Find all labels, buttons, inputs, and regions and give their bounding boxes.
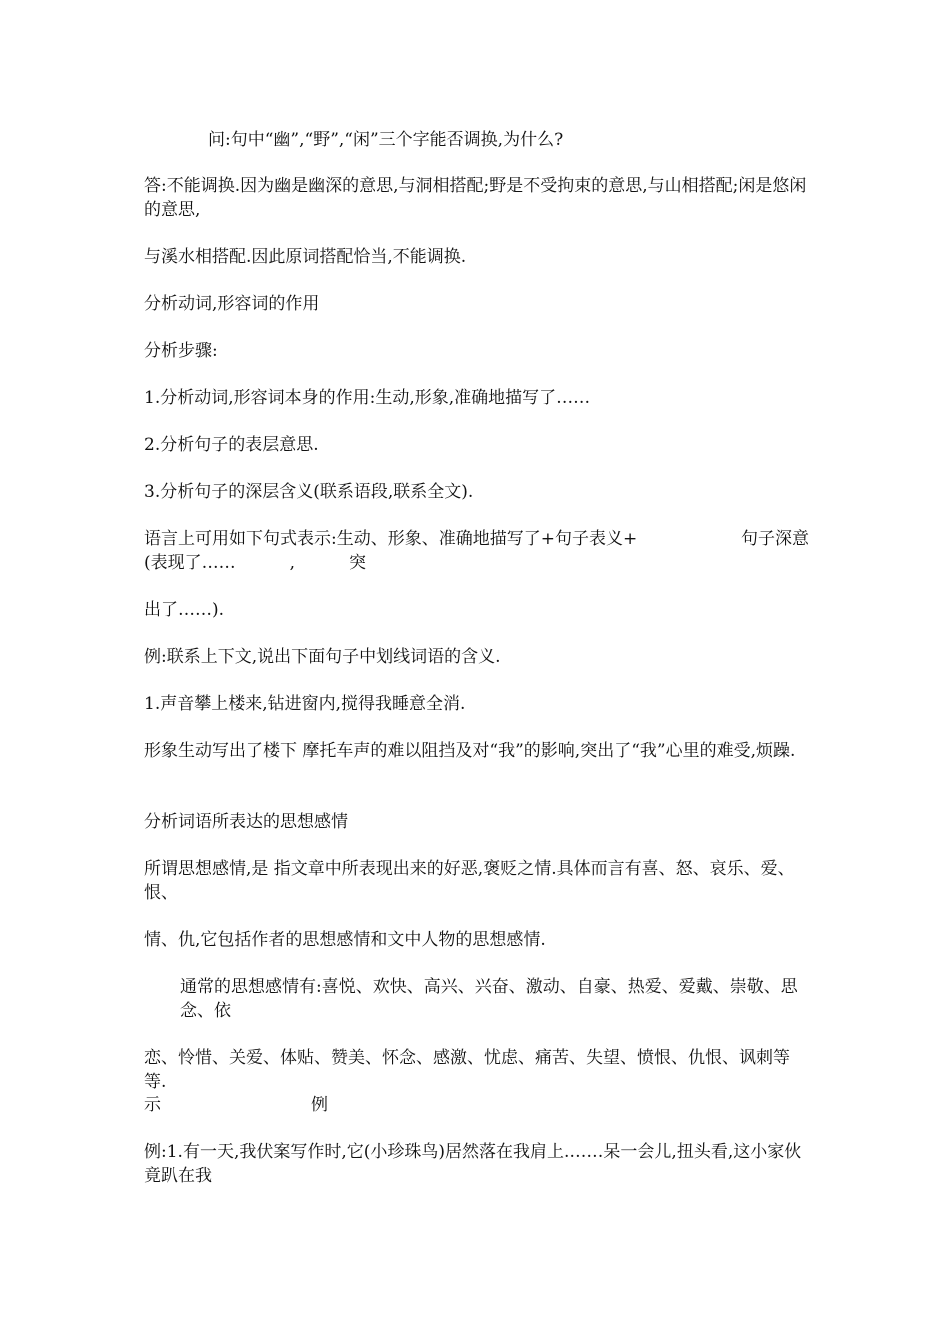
- sentence-pattern-line-2: [144, 551, 809, 575]
- example-answer: 形象生动写出了楼下 摩托车声的难以阻挡及对“我”的影响,突出了“我”心里的难受,烦躁.: [144, 741, 796, 761]
- sentence-pattern-part-b: 句子深意: [741, 529, 809, 549]
- example-heading-char-2: 例: [311, 1095, 328, 1115]
- section-heading-verbs-adjectives: 分析动词,形容词的作用: [144, 294, 320, 314]
- sentence-pattern-paragraph: [144, 527, 809, 575]
- example-heading: [144, 1093, 809, 1117]
- sentence-pattern-part-e: 突: [349, 553, 367, 573]
- common-emotions-list: 通常的思想感情有:喜悦、欢快、高兴、兴奋、激动、自豪、热爱、爱戴、崇敬、思念、依: [180, 977, 798, 1021]
- answer-continuation: 与溪水相搭配.因此原词搭配恰当,不能调换.: [144, 247, 467, 267]
- sentence-pattern-part-c: (表现了……: [144, 553, 236, 573]
- emotions-definition: 所谓思想感情,是 指文章中所表现出来的好恶,褒贬之情.具体而言有喜、怒、哀乐、爱、恨、: [144, 859, 795, 903]
- sentence-pattern-part-d: ,: [289, 553, 296, 573]
- section-heading-emotions: 分析词语所表达的思想感情: [144, 812, 348, 832]
- example-sentence-1: 1.声音攀上楼来,钻进窗内,搅得我睡意全消.: [144, 694, 466, 714]
- example-paragraph-1: 例:1.有一天,我伏案写作时,它(小珍珠鸟)居然落在我肩上.……呆一会儿,扭头看,这小家伙竟趴在我: [144, 1142, 802, 1186]
- question-line: 问:句中“幽”,“野”,“闲”三个字能否调换,为什么?: [208, 130, 564, 150]
- step-1: 1.分析动词,形容词本身的作用:生动,形象,准确地描写了……: [144, 388, 591, 408]
- analysis-steps-label: 分析步骤:: [144, 341, 218, 361]
- answer-paragraph: 答:不能调换.因为幽是幽深的意思,与洞相搭配;野是不受拘束的意思,与山相搭配;闲是悠闲的意思,: [144, 176, 807, 220]
- common-emotions-continuation: 恋、怜惜、关爱、体贴、赞美、怀念、感激、忧虑、痛苦、失望、愤恨、仇恨、讽刺等等.: [144, 1048, 790, 1092]
- sentence-pattern-line-1: [144, 527, 809, 551]
- sentence-pattern-continuation: 出了……).: [144, 600, 225, 620]
- step-2: 2.分析句子的表层意思.: [144, 435, 319, 455]
- example-prompt: 例:联系上下文,说出下面句子中划线词语的含义.: [144, 647, 501, 667]
- step-3: 3.分析句子的深层含义(联系语段,联系全文).: [144, 482, 474, 502]
- example-heading-char-1: 示: [144, 1095, 161, 1115]
- emotions-definition-continuation: 情、仇,它包括作者的思想感情和文中人物的思想感情.: [144, 930, 546, 950]
- sentence-pattern-part-a: 语言上可用如下句式表示:生动、形象、准确地描写了+句子表义+: [144, 529, 638, 549]
